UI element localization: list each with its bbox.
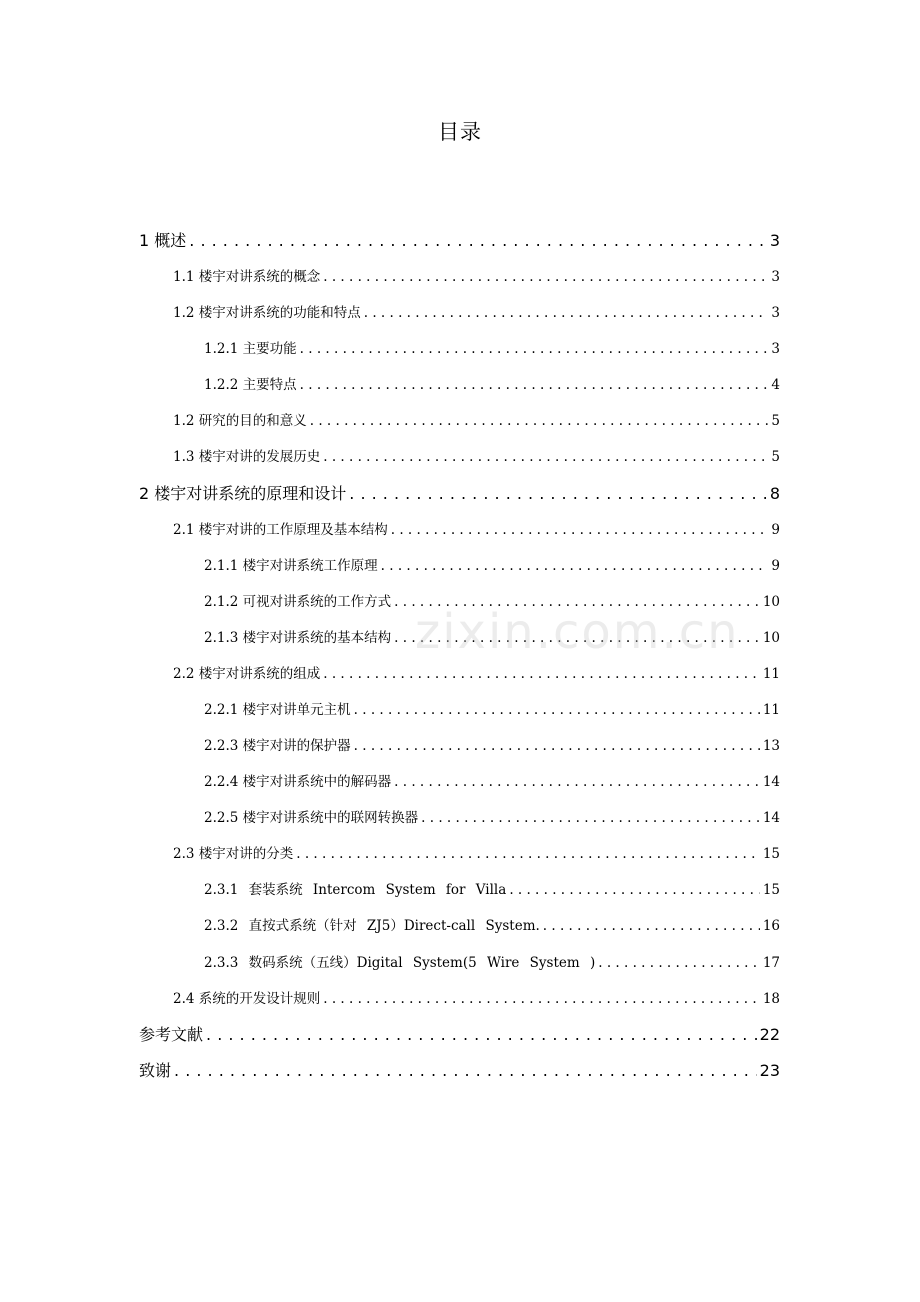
toc-leader-dots [206,1024,757,1046]
toc-entry-text: 2.3.2 直按式系统（针对 ZJ5）Direct-call System. [204,918,540,934]
toc-leader-dots [509,879,760,901]
toc-page-number: 16 [762,918,780,934]
toc-page-number: 17 [762,955,780,971]
toc-leader-dots [323,446,768,468]
toc-page-number: 8 [769,484,780,503]
toc-entry-text: 2.2.1 楼宇对讲单元主机 [204,702,351,718]
toc-entry-text: 2.2.5 楼宇对讲系统中的联网转换器 [204,810,419,826]
toc-leader-dots [354,735,760,757]
toc-entry[interactable] [173,519,780,541]
toc-leader-dots [300,374,769,396]
toc-leader-dots [354,699,760,721]
toc-entry-text: 2.1.1 楼宇对讲系统工作原理 [204,558,378,574]
toc-leader-dots [364,302,769,324]
toc-entry[interactable] [204,699,780,721]
toc-entry[interactable] [173,266,780,288]
toc-page-number: 9 [771,558,780,574]
toc-entry[interactable] [204,735,780,757]
toc-entry-text: 1.2 研究的目的和意义 [173,413,307,429]
toc-entry[interactable] [204,807,780,829]
toc-page-number: 11 [762,666,780,682]
toc-entry-text: 2.4 系统的开发设计规则 [173,991,321,1007]
page-title: 目录 [438,120,482,144]
toc-entry[interactable] [173,410,780,432]
toc-entry[interactable] [139,1024,780,1046]
toc-entry[interactable] [204,591,780,613]
toc-entry-text: 2.3 楼宇对讲的分类 [173,846,294,862]
toc-leader-dots [543,915,760,937]
toc-leader-dots [189,230,767,252]
toc-page-number: 15 [762,882,780,898]
toc-page-number: 9 [771,522,780,538]
toc-entry-text: 2.1.3 楼宇对讲系统的基本结构 [204,630,392,646]
toc-leader-dots [323,266,768,288]
toc-entry[interactable] [139,1060,780,1082]
toc-leader-dots [421,807,760,829]
toc-page-number: 13 [762,738,780,754]
toc-leader-dots [296,843,760,865]
toc-entry-text: 1.1 楼宇对讲系统的概念 [173,269,321,285]
toc-leader-dots [349,483,767,505]
toc-page-number: 22 [759,1025,780,1044]
toc-entry[interactable] [139,230,780,252]
toc-page-number: 18 [762,991,780,1007]
toc-entry[interactable] [173,446,780,468]
toc-entry[interactable] [139,483,780,505]
toc-leader-dots [323,663,760,685]
toc-entry-text: 1.2.1 主要功能 [204,341,297,357]
toc-page-number: 11 [762,702,780,718]
toc-entry[interactable] [204,338,780,360]
toc-leader-dots [394,627,760,649]
toc-leader-dots [598,952,760,974]
toc-entry[interactable] [204,771,780,793]
toc-entry[interactable] [173,302,780,324]
toc-leader-dots [300,338,769,360]
toc-leader-dots [394,771,760,793]
toc-page-number: 5 [771,449,780,465]
toc-entry-text: 2.3.3 数码系统（五线）Digital System(5 Wire System ) [204,955,596,971]
toc-entry[interactable] [204,915,780,937]
toc-entry-text: 1.2 楼宇对讲系统的功能和特点 [173,305,361,321]
toc-entry-text: 2.3.1 套装系统 Intercom System for Villa [204,882,507,898]
toc-page-number: 3 [769,231,780,250]
toc-entry-text: 2.2.3 楼宇对讲的保护器 [204,738,351,754]
toc-entry[interactable] [173,843,780,865]
toc-page-number: 15 [762,846,780,862]
toc-leader-dots [174,1060,757,1082]
toc-leader-dots [310,410,769,432]
toc-entry-text: 2.1 楼宇对讲的工作原理及基本结构 [173,522,388,538]
toc-entry[interactable] [204,952,780,974]
toc-page-number: 3 [771,341,780,357]
toc-page-number: 4 [771,377,780,393]
watermark: zixin.com.cn [415,604,740,660]
toc-entry[interactable] [173,663,780,685]
toc-leader-dots [391,519,769,541]
toc-entry[interactable] [204,555,780,577]
toc-entry-text: 致谢 [139,1061,172,1080]
toc-page-number: 10 [762,630,780,646]
toc-entry-text: 1 概述 [139,231,187,250]
toc-page-number: 14 [762,810,780,826]
toc-entry[interactable] [173,988,780,1010]
toc-entry-text: 1.3 楼宇对讲的发展历史 [173,449,321,465]
toc-entry-text: 2.1.2 可视对讲系统的工作方式 [204,594,392,610]
toc-page-number: 10 [762,594,780,610]
toc-leader-dots [394,591,760,613]
toc-entry-text: 1.2.2 主要特点 [204,377,297,393]
toc-entry-text: 2.2.4 楼宇对讲系统中的解码器 [204,774,392,790]
toc-entry-text: 2 楼宇对讲系统的原理和设计 [139,484,347,503]
toc-entry-text: 参考文献 [139,1025,204,1044]
toc-page-number: 23 [759,1061,780,1080]
toc-page-number: 3 [771,269,780,285]
toc-entry[interactable] [204,627,780,649]
toc-page-number: 3 [771,305,780,321]
toc-page-number: 14 [762,774,780,790]
toc-entry[interactable] [204,879,780,901]
toc-entry-text: 2.2 楼宇对讲系统的组成 [173,666,321,682]
toc-entry[interactable] [204,374,780,396]
toc-page-number: 5 [771,413,780,429]
toc-leader-dots [323,988,760,1010]
toc-leader-dots [381,555,769,577]
